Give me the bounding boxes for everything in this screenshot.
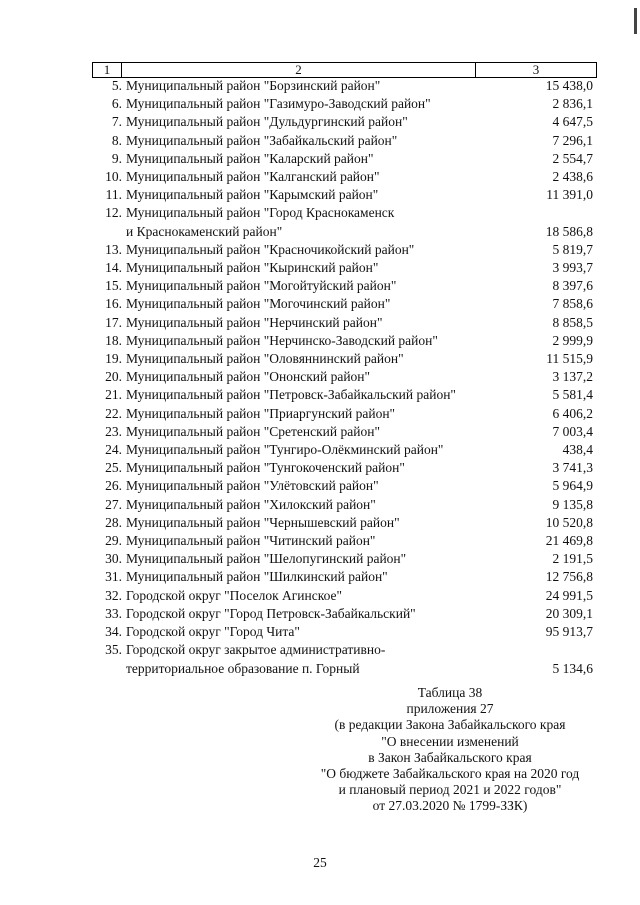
row-name: [126, 514, 506, 532]
table-body: [92, 77, 595, 678]
row-value: 3 137,2: [552, 369, 593, 385]
table-row: [92, 587, 595, 605]
row-value: 9 135,8: [552, 496, 593, 512]
row-value: 3 741,3: [552, 460, 593, 476]
row-number: 22.: [105, 405, 122, 421]
row-name: [126, 496, 506, 514]
row-number: 19.: [105, 351, 122, 367]
row-value: 21 469,8: [545, 533, 593, 549]
row-name-line: Муниципальный район "Читинский район": [126, 533, 376, 549]
table-row: [92, 77, 595, 95]
table-caption: [300, 685, 600, 815]
table-row: [92, 113, 595, 131]
row-value: 20 309,1: [545, 605, 593, 621]
page-number: 25: [313, 855, 327, 870]
row-value: 18 586,8: [545, 223, 593, 239]
row-number: 34.: [105, 624, 122, 640]
table-row: [92, 204, 595, 240]
row-value: 2 554,7: [552, 150, 593, 166]
table-row: [92, 459, 595, 477]
row-name: [126, 641, 506, 677]
row-number: 21.: [105, 387, 122, 403]
row-value: 15 438,0: [545, 78, 593, 93]
row-name-line: Муниципальный район "Город Краснокаменск: [126, 205, 395, 221]
caption-line: "О внесении изменений: [381, 733, 519, 749]
row-number: 23.: [105, 423, 122, 439]
table-row: [92, 168, 595, 186]
table-row: [92, 605, 595, 623]
row-value: 10 520,8: [545, 514, 593, 530]
caption-line: (в редакции Закона Забайкальского края: [334, 717, 566, 733]
row-value: 11 391,0: [546, 187, 593, 203]
row-name-line: Муниципальный район "Каларский район": [126, 150, 374, 166]
row-name-line: Муниципальный район "Чернышевский район": [126, 514, 400, 530]
table-row: [92, 241, 595, 259]
row-number: 16.: [105, 296, 122, 312]
row-number: 6.: [111, 96, 122, 112]
row-number: 15.: [105, 278, 122, 294]
row-name-line: Муниципальный район "Борзинский район": [126, 78, 381, 93]
row-value: 2 191,5: [552, 551, 593, 567]
row-number: 13.: [105, 241, 122, 257]
row-value: 5 581,4: [552, 387, 593, 403]
table-row: [92, 186, 595, 204]
row-name: [126, 623, 506, 641]
row-value: 12 756,8: [545, 569, 593, 585]
row-name-line: Муниципальный район "Забайкальский район": [126, 132, 398, 148]
row-name: [126, 295, 506, 313]
row-number: 20.: [105, 369, 122, 385]
row-name-line: Муниципальный район "Приаргунский район": [126, 405, 396, 421]
row-name: [126, 186, 506, 204]
row-name-line: Муниципальный район "Ононский район": [126, 369, 371, 385]
row-name-line: Муниципальный район "Дульдургинский район": [126, 114, 408, 130]
row-value: 5 134,6: [552, 660, 593, 676]
row-value: 24 991,5: [545, 587, 593, 603]
row-name: [126, 477, 506, 495]
row-name: [126, 587, 506, 605]
table-row: [92, 95, 595, 113]
row-name-line: Муниципальный район "Петровск-Забайкальский район": [126, 387, 456, 403]
row-number: 18.: [105, 332, 122, 348]
row-name: [126, 459, 506, 477]
row-name: [126, 532, 506, 550]
row-value: 8 397,6: [552, 278, 593, 294]
row-name-line: Муниципальный район "Сретенский район": [126, 423, 380, 439]
row-name: [126, 605, 506, 623]
row-name: [126, 77, 506, 95]
row-name: [126, 150, 506, 168]
table-row: [92, 477, 595, 495]
row-name-line: и Краснокаменский район": [126, 223, 283, 239]
row-number: 5.: [111, 78, 122, 93]
row-number: 12.: [105, 205, 122, 221]
row-value: 438,4: [562, 442, 593, 458]
table-row: [92, 641, 595, 677]
row-number: 14.: [105, 260, 122, 276]
table-row: [92, 132, 595, 150]
row-name-line: Муниципальный район "Шелопугинский район": [126, 551, 407, 567]
caption-line: и плановый период 2021 и 2022 годов": [338, 782, 562, 798]
row-value: 7 296,1: [552, 132, 593, 148]
table-row: [92, 332, 595, 350]
caption-line: от 27.03.2020 № 1799-ЗЗК): [372, 798, 528, 814]
row-value: 2 999,9: [552, 332, 593, 348]
row-name: [126, 241, 506, 259]
row-name-line: Муниципальный район "Улётовский район": [126, 478, 379, 494]
row-number: 9.: [111, 150, 122, 166]
table-row: [92, 532, 595, 550]
row-name: [126, 168, 506, 186]
row-value: 5 819,7: [552, 241, 593, 257]
row-number: 17.: [105, 314, 122, 330]
row-value: 95 913,7: [545, 624, 593, 640]
row-value: 2 836,1: [552, 96, 593, 112]
row-value: 5 964,9: [552, 478, 593, 494]
row-number: 28.: [105, 514, 122, 530]
row-number: 30.: [105, 551, 122, 567]
row-name: [126, 350, 506, 368]
row-name-line: Муниципальный район "Хилокский район": [126, 496, 376, 512]
row-number: 31.: [105, 569, 122, 585]
row-name-line: Городской округ "Город Чита": [126, 624, 300, 640]
caption-line: в Закон Забайкальского края: [368, 749, 532, 765]
row-name-line: Муниципальный район "Могойтуйский район": [126, 278, 397, 294]
table-row: [92, 423, 595, 441]
row-number: 33.: [105, 605, 122, 621]
row-name: [126, 386, 506, 404]
row-name: [126, 405, 506, 423]
row-name-line: Муниципальный район "Оловяннинский район": [126, 351, 404, 367]
table-row: [92, 350, 595, 368]
caption-line: "О бюджете Забайкальского края на 2020 год: [320, 766, 580, 782]
row-number: 29.: [105, 533, 122, 549]
row-name: [126, 368, 506, 386]
row-name-line: Муниципальный район "Газимуро-Заводский район": [126, 96, 431, 112]
row-name-line: Муниципальный район "Карымский район": [126, 187, 379, 203]
row-value: 8 858,5: [552, 314, 593, 330]
row-value: 3 993,7: [552, 260, 593, 276]
table-row: [92, 405, 595, 423]
table-row: [92, 314, 595, 332]
row-name-line: Муниципальный район "Могочинский район": [126, 296, 391, 312]
table-row: [92, 441, 595, 459]
row-number: 27.: [105, 496, 122, 512]
caption-line: Таблица 38: [417, 685, 483, 700]
row-number: 25.: [105, 460, 122, 476]
row-name-line: Муниципальный район "Тунгокоченский район": [126, 460, 405, 476]
row-name-line: Городской округ "Поселок Агинское": [126, 587, 343, 603]
row-name-line: Муниципальный район "Тунгиро-Олёкминский район": [126, 442, 444, 458]
row-number: 35.: [105, 642, 122, 658]
table-row: [92, 623, 595, 641]
row-name-line: Муниципальный район "Нерчинский район": [126, 314, 383, 330]
row-name: [126, 277, 506, 295]
table-row: [92, 368, 595, 386]
row-name: [126, 113, 506, 131]
row-number: 11.: [105, 187, 122, 203]
scan-edge-mark: [634, 8, 637, 34]
header-col-3: 3: [532, 62, 540, 77]
table-row: [92, 568, 595, 586]
row-name: [126, 314, 506, 332]
row-number: 26.: [105, 478, 122, 494]
row-value: 7 858,6: [552, 296, 593, 312]
row-name: [126, 132, 506, 150]
row-value: 11 515,9: [546, 351, 593, 367]
table-row: [92, 277, 595, 295]
row-name-line: территориальное образование п. Горный: [126, 660, 360, 676]
row-name: [126, 259, 506, 277]
table-row: [92, 496, 595, 514]
row-name: [126, 568, 506, 586]
row-number: 24.: [105, 442, 122, 458]
table-row: [92, 295, 595, 313]
row-name: [126, 441, 506, 459]
row-name: [126, 332, 506, 350]
table-row: [92, 386, 595, 404]
table-row: [92, 550, 595, 568]
row-value: 2 438,6: [552, 169, 593, 185]
row-value: 6 406,2: [552, 405, 593, 421]
header-col-2: 2: [122, 63, 476, 77]
row-value: 7 003,4: [552, 423, 593, 439]
header-col-1: 1: [93, 63, 122, 77]
table-row: [92, 150, 595, 168]
row-number: 10.: [105, 169, 122, 185]
row-name-line: Городской округ закрытое административно-: [126, 642, 386, 658]
row-name-line: Городской округ "Город Петровск-Забайкальский": [126, 605, 416, 621]
row-name-line: Муниципальный район "Калганский район": [126, 169, 380, 185]
row-name-line: Муниципальный район "Нерчинско-Заводский район": [126, 332, 438, 348]
table-row: [92, 514, 595, 532]
row-number: 7.: [111, 114, 122, 130]
row-number: 32.: [105, 587, 122, 603]
table-header: [92, 62, 597, 78]
row-value: 4 647,5: [552, 114, 593, 130]
row-name: [126, 423, 506, 441]
row-name-line: Муниципальный район "Шилкинский район": [126, 569, 388, 585]
row-name-line: Муниципальный район "Кыринский район": [126, 260, 379, 276]
caption-line: приложения 27: [406, 701, 494, 717]
row-name: [126, 95, 506, 113]
row-name-line: Муниципальный район "Красночикойский район": [126, 241, 415, 257]
row-number: 8.: [111, 132, 122, 148]
row-name: [126, 204, 506, 240]
row-name: [126, 550, 506, 568]
table-row: [92, 259, 595, 277]
